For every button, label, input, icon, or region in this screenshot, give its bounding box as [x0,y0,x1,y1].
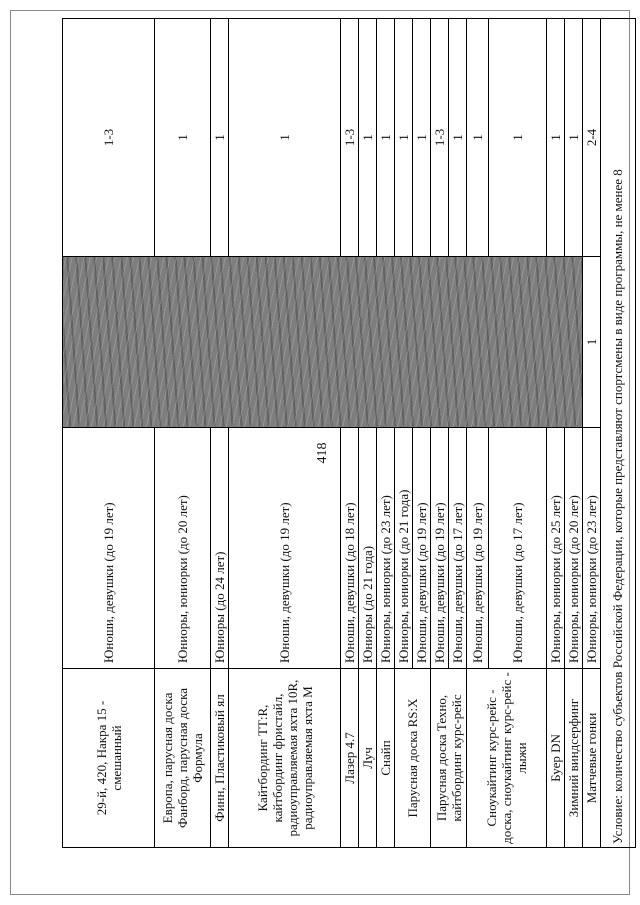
discipline-cell: Финн, Пластиковый ял [211,669,229,848]
place-cell: 1 [211,19,229,257]
age-group-cell: Юноши, девушки (до 17 лет) [489,428,547,669]
table-row [155,19,211,848]
age-group-cell: Юниоры, юниорки (до 23 лет) [583,428,601,669]
place-cell: 1 [449,19,467,257]
discipline-cell: Парусная доска RS:X [395,669,431,848]
table-row [229,19,341,848]
table-row [547,19,565,848]
table-row [211,19,229,848]
table-row [395,19,413,848]
table-row [565,19,583,848]
place-cell: 1-3 [63,19,155,257]
age-group-cell: Юноши, девушки (до 19 лет) [431,428,449,669]
age-group-cell: Юноши, девушки (до 19 лет) [413,428,431,669]
discipline-cell: Зимний виндсерфинг [565,669,583,848]
discipline-cell: Снайп [377,669,395,848]
page-number: 418 [315,442,330,464]
condition-note: Условие: количество субъектов Российской Федерации, которые представляют спортсмены в виде программы, не менее 8 [601,19,636,848]
place-cell: 1 [377,19,395,257]
place-cell: 1 [359,19,377,257]
age-group-cell: Юноши, девушки (до 17 лет) [449,428,467,669]
place-cell: 1 [229,19,341,257]
results-table [62,18,636,848]
age-group-cell: Юниоры, юниорки (до 20 лет) [155,428,211,669]
table-row [63,19,155,848]
place-cell: 1 [395,19,413,257]
discipline-cell: Европа, парусная доска Фанборд, парусная доска Формула [155,669,211,848]
extra-place-cell: 1 [583,257,601,428]
age-group-cell: Юниоры, юниорки (до 20 лет) [565,428,583,669]
discipline-cell: Луч [359,669,377,848]
age-group-cell: Юниоры, юниорки (до 21 года) [395,428,413,669]
age-group-cell: Юниоры, юниорки (до 23 лет) [377,428,395,669]
table-row [583,19,601,848]
condition-row [601,19,636,848]
age-group-cell: Юниоры, юниорки (до 25 лет) [547,428,565,669]
place-cell: 1 [489,19,547,257]
place-cell: 1-3 [431,19,449,257]
table-row [467,19,489,848]
place-cell: 1 [565,19,583,257]
table-row [431,19,449,848]
discipline-cell: Лазер 4.7 [341,669,359,848]
shaded-cell [63,257,583,428]
place-cell: 1 [413,19,431,257]
age-group-cell: Юноши, девушки (до 19 лет) [467,428,489,669]
discipline-cell: Матчевые гонки [583,669,601,848]
place-cell: 1 [547,19,565,257]
age-group-cell: Юноши, девушки (до 19 лет) [63,428,155,669]
discipline-cell: Парусная доска Техно, кайтбординг курс-рейс [431,669,467,848]
age-group-cell: Юниоры (до 24 лет) [211,428,229,669]
discipline-cell: Буер DN [547,669,565,848]
age-group-cell: Юноши, девушки (до 18 лет) [341,428,359,669]
place-cell: 1 [467,19,489,257]
place-cell: 1-3 [341,19,359,257]
table-row [341,19,359,848]
age-group-cell: Юноши, девушки (до 19 лет) [229,428,341,669]
table-row [377,19,395,848]
place-cell: 2-4 [583,19,601,257]
table-row [359,19,377,848]
discipline-cell: 29-й, 420, Накра 15 - смешанный [63,669,155,848]
place-cell: 1 [155,19,211,257]
age-group-cell: Юниоры (до 21 года) [359,428,377,669]
discipline-cell: Кайтбординг ТТ:R, кайтбординг фристайл, радиоуправляемая яхта 10R, радиоуправляемая яхта М [229,669,341,848]
discipline-cell: Сноукайтинг курс-рейс - доска, сноукайтинг курс-рейс - лыжи [467,669,547,848]
rotated-table-area [62,43,625,848]
